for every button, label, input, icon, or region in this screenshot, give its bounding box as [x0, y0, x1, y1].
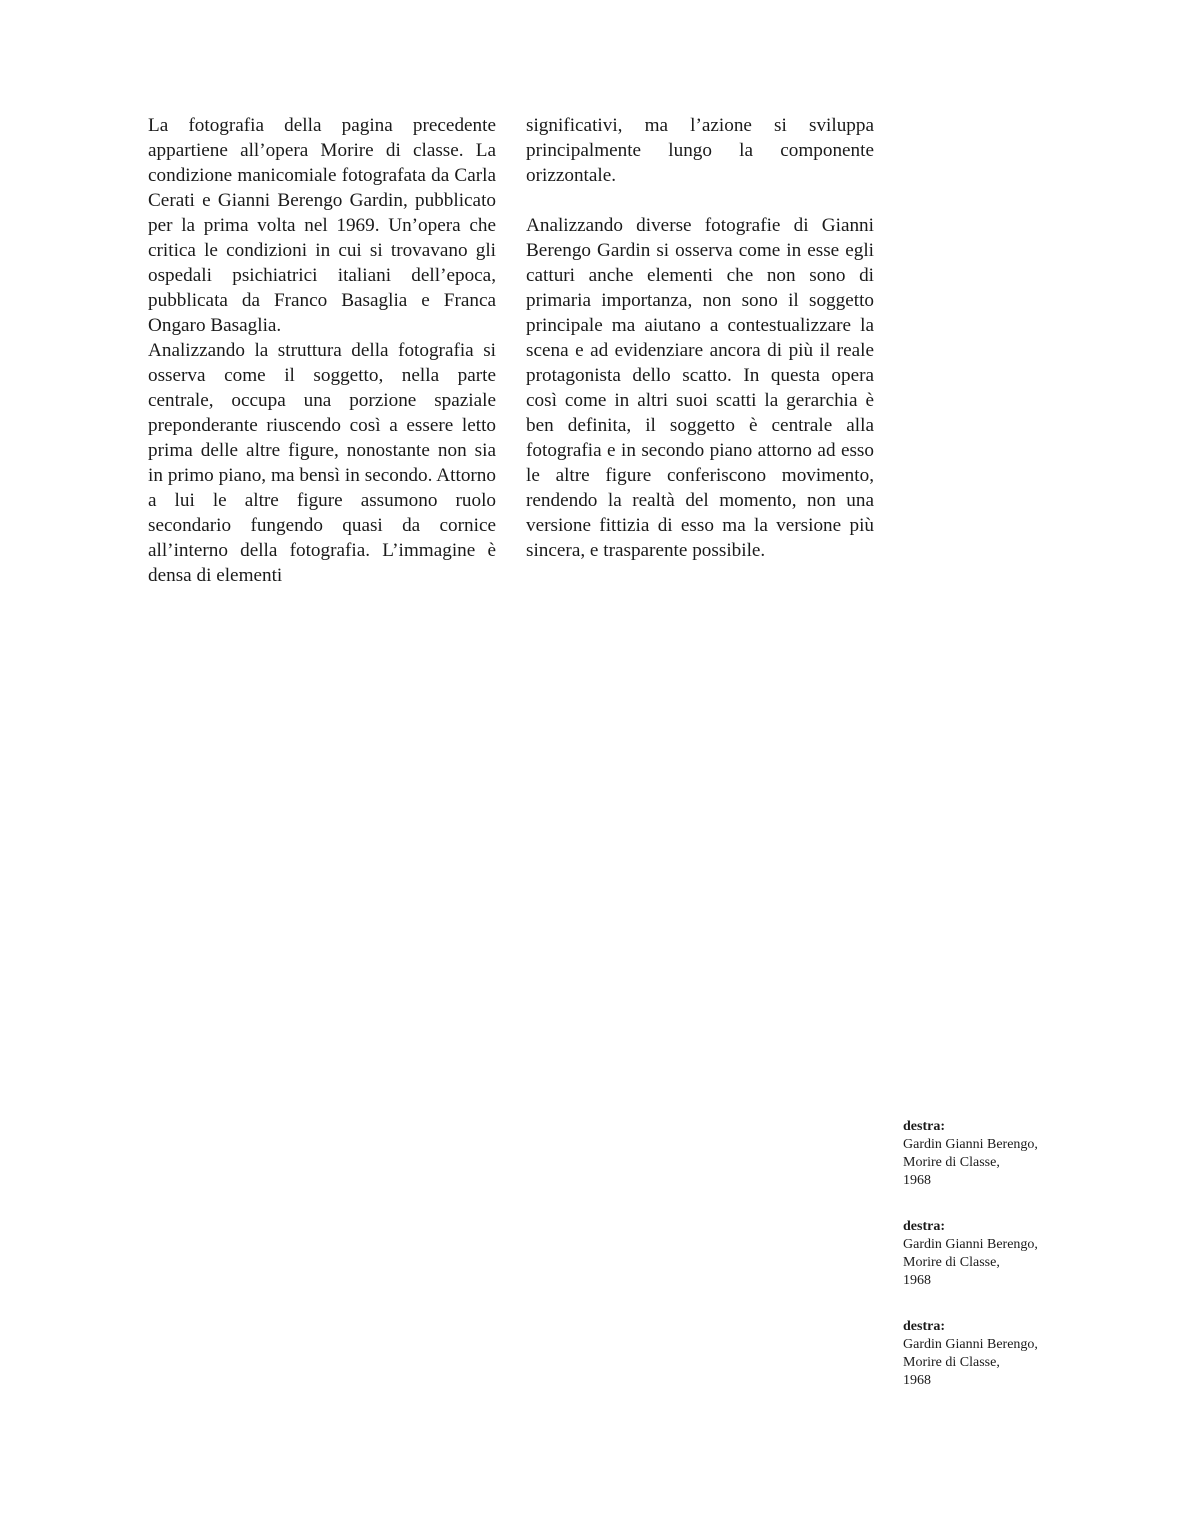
image-captions — [903, 1118, 1103, 1418]
caption-label: destra: — [903, 1219, 945, 1234]
caption — [903, 1218, 1103, 1290]
caption-label: destra: — [903, 1319, 945, 1334]
paragraph: Analizzando la struttura della fotografia si osserva come il soggetto, nella parte centrale, occupa una porzione spaziale preponderante riuscendo così a essere letto prima delle altre figure, nonostante non sia in primo piano, ma bensì in secondo. Attorno a lui le altre figure assumono ruolo secondario fungendo quasi da cornice all’interno della fotografia. L’immagine è densa di elementi — [148, 340, 496, 586]
caption-year: 1968 — [903, 1373, 931, 1388]
caption-title: Morire di Classe, — [903, 1255, 1000, 1270]
caption-label: destra: — [903, 1119, 945, 1134]
caption — [903, 1118, 1103, 1190]
paragraph: significativi, ma l’azione si sviluppa principalmente lungo la componente orizzontale. — [526, 115, 874, 186]
caption — [903, 1318, 1103, 1390]
caption-title: Morire di Classe, — [903, 1355, 1000, 1370]
paragraph: Analizzando diverse fotografie di Gianni Berengo Gardin si osserva come in esse egli catturi anche elementi che non sono di primaria importanza, non sono il soggetto principale ma aiutano a contestualizzare la scena e ad evidenziare ancora di più il reale protagonista dello scatto. In questa opera così come in altri suoi scatti la gerarchia è ben definita, il soggetto è centrale alla fotografia e in secondo piano attorno ad esso le altre figure conferiscono movimento, rendendo la realtà del momento, non una versione fittizia di esso ma la versione più sincera, e trasparente possibile. — [526, 215, 874, 561]
caption-author: Gardin Gianni Berengo, — [903, 1137, 1038, 1152]
caption-author: Gardin Gianni Berengo, — [903, 1337, 1038, 1352]
caption-year: 1968 — [903, 1173, 931, 1188]
right-text-column — [526, 113, 874, 563]
caption-title: Morire di Classe, — [903, 1155, 1000, 1170]
caption-year: 1968 — [903, 1273, 931, 1288]
paragraph: La fotografia della pagina precedente appartiene all’opera Morire di classe. La condizione manicomiale fotografata da Carla Cerati e Gianni Berengo Gardin, pubblicato per la prima volta nel 1969. Un’opera che critica le condizioni in cui si trovavano gli ospedali psichiatrici italiani dell’epoca, pubblicata da Franco Basaglia e Franca Ongaro Basaglia. — [148, 115, 496, 336]
left-text-column — [148, 113, 496, 588]
caption-author: Gardin Gianni Berengo, — [903, 1237, 1038, 1252]
